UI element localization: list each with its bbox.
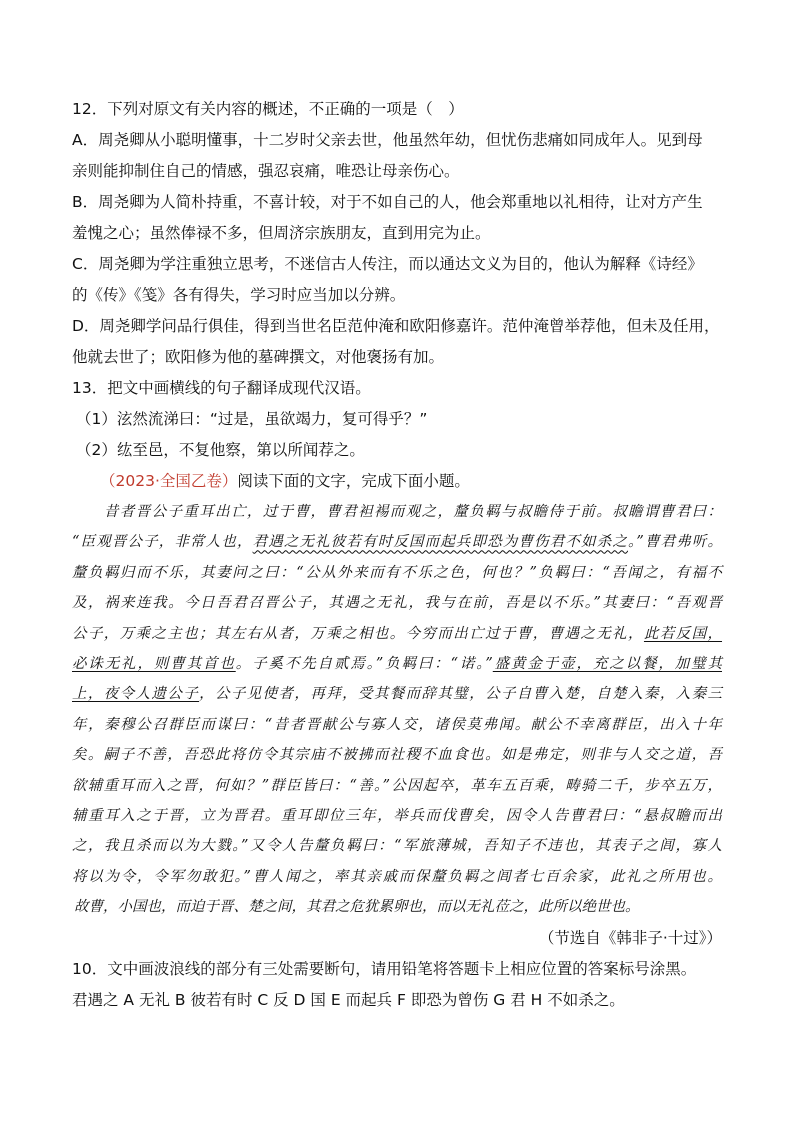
- q12-option-c-line1: C．周尧卿为学注重独立思考，不迷信古人传注，而以通达文义为目的，他认为解释《诗经》: [72, 255, 703, 273]
- passage-source-line: [72, 466, 722, 497]
- passage-line: 年，秦穆公召群臣而谋曰：“昔者晋献公与寡人交，诸侯莫弗闻。献公不幸离群臣，出入十年: [72, 716, 722, 733]
- passage-line: 釐负羁归而不乐，其妻问之曰：“公从外来而有不乐之色，何也？”负羁曰：“吾闻之，有福不: [72, 564, 722, 581]
- q10-options: 君遇之 A 无礼 B 彼若有时 C 反 D 国 E 而起兵 F 即恐为曾伤 G 君 H 不如杀之。: [72, 990, 625, 1009]
- q12-option-b-line1: B．周尧卿为人简朴持重，不喜计较，对于不如自己的人，他会郑重地以礼相待，让对方产生: [72, 193, 703, 211]
- passage-text: 公子，万乘之主也；其左右从者，万乘之相也。今穷而出亡过于曹，曹遇之无礼，: [72, 625, 644, 642]
- passage-line: 故曹，小国也，而迫于晋、楚之间，其君之危犹累卵也，而以无礼莅之，此所以绝世也。: [74, 899, 640, 916]
- passage-line: 辅重耳入之于晋，立为晋君。重耳即位三年，举兵而伐曹矣，因令人告曹君曰：“悬叔瞻而出: [72, 808, 722, 825]
- source-tag: （2023·全国乙卷）: [100, 472, 238, 490]
- q12-stem: 12．下列对原文有关内容的概述，不正确的一项是（ ）: [72, 100, 464, 118]
- passage-text: ，公子见使者，再拜，受其餐而辞其璧，公子自曹入楚，自楚入秦，入秦三: [199, 686, 723, 703]
- passage-line: 昔者晋公子重耳出亡，过于曹，曹君袒裼而观之，釐负羁与叔瞻侍于前。叔瞻谓曹君曰：: [104, 504, 722, 520]
- q10-stem: 10．文中画波浪线的部分有三处需要断句，请用铅笔将答题卡上相应位置的答案标号涂黑。: [72, 959, 697, 978]
- passage-line: 欲辅重耳而入之晋，何如？”群臣皆曰：“善。”公因起卒，革车五百乘，畴骑二千，步卒五万，: [72, 777, 722, 794]
- passage-line: [72, 679, 722, 709]
- q12-option-a-line2: 亲则能抑制住自己的情感，强忍哀痛，唯恐让母亲伤心。: [72, 162, 460, 180]
- q13-stem: 13．把文中画横线的句子翻译成现代汉语。: [72, 379, 371, 397]
- q12-option-d-line1: D．周尧卿学问品行俱佳，得到当世名臣范仲淹和欧阳修嘉许。范仲淹曾举荐他，但未及任用，: [72, 317, 720, 335]
- source-citation: （节选自《韩非子·十过》）: [538, 928, 722, 947]
- wavy-underlined-text: 君遇之无礼彼若有时反国而起兵即恐为曹伤君不如杀之: [252, 534, 628, 551]
- underlined-text: 必诛无礼，则曹其首也: [72, 656, 236, 673]
- underlined-text: 盛黄金于壶，充之以餐，加璧其: [492, 656, 722, 673]
- q12-option-d-line2: 他就去世了；欧阳修为他的墓碑撰文，对他褒扬有加。: [72, 348, 445, 366]
- passage-line: 将以为令，令军勿敢犯。”曹人闻之，率其亲戚而保釐负羁之闾者七百余家，此礼之所用也。: [72, 868, 722, 885]
- passage-text: 。子奚不先自贰焉。”负羁曰：“诺。”: [235, 656, 493, 673]
- document-page: [72, 94, 722, 1016]
- q13-item-2: （2）纮至邑，不复他察，第以所闻荐之。: [76, 441, 365, 459]
- passage-line: [72, 527, 722, 557]
- passage-text: “臣观晋公子，非常人也，: [72, 534, 253, 551]
- passage-line: 矣。嗣子不善，吾恐此将仿令其宗庙不被拂而社稷不血食也。如是弗定，则非与人交之道，吾: [72, 747, 722, 764]
- passage-line: 及，祸来连我。今日吾君召晋公子，其遇之无礼，我与在前，吾是以不乐。”其妻曰：“吾观晋: [72, 595, 722, 612]
- passage-line: 之，我且杀而以为大戮。”又令人告釐负羁曰：“军旅薄城，吾知子不违也，其表子之闾，寡人: [72, 838, 722, 855]
- classical-passage: [72, 497, 722, 923]
- source-instruction: 阅读下面的文字，完成下面小题。: [237, 472, 470, 490]
- underlined-text: 此若反国，: [643, 625, 723, 642]
- q12-option-c-line2: 的《传》《笺》各有得失，学习时应当加以分辨。: [72, 286, 406, 304]
- q12-option-b-line2: 羞愧之心；虽然俸禄不多，但周济宗族朋友，直到用完为止。: [72, 224, 491, 242]
- passage-text: 。”曹君弗听。: [627, 534, 722, 551]
- passage-line: [72, 619, 722, 649]
- q12-option-a-line1: A．周尧卿从小聪明懂事，十二岁时父亲去世，他虽然年幼，但忧伤悲痛如同成年人。见到母: [72, 131, 703, 149]
- q13-item-1: （1）泫然流涕曰：“过是，虽欲竭力，复可得乎？”: [76, 410, 428, 428]
- underlined-text: 上，夜令人遗公子: [72, 686, 200, 703]
- passage-line: [72, 649, 722, 679]
